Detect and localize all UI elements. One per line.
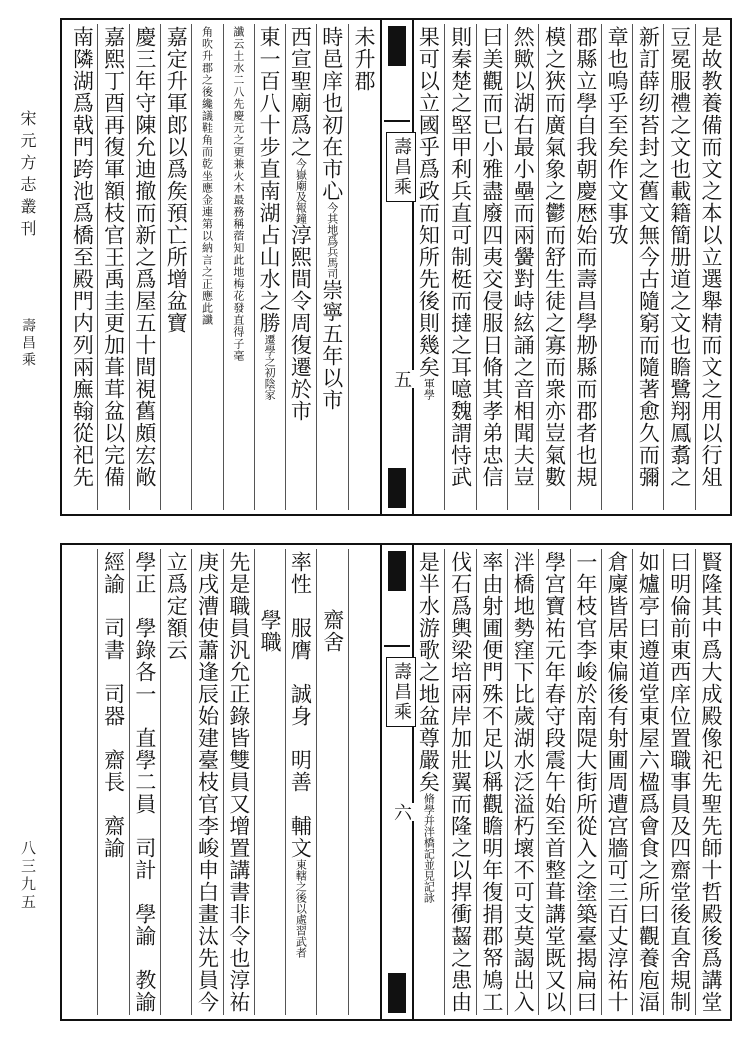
- annotation-note: 言之正應此讖: [200, 254, 214, 326]
- annotation-note: 今其地爲兵馬司: [325, 202, 339, 279]
- text-column: 則秦楚之堅甲利兵直可制梃而撻之耳噫魏謂恃武: [444, 24, 475, 510]
- annotation-note: 東轄之後以處習武者: [294, 859, 308, 958]
- text-run: 西宣聖廟爲之: [288, 26, 313, 158]
- fish-tail-mark-bottom: [388, 468, 406, 508]
- text-column: [413, 24, 444, 510]
- text-column: 慶三年守陳允迪撤而新之爲屋五十間視舊頗宏敞: [129, 24, 160, 510]
- top-right-half: [413, 24, 726, 510]
- text-column: 齋舍: [316, 549, 347, 1015]
- fold-bracket: [384, 120, 410, 132]
- fish-tail-mark-bottom: [388, 973, 406, 1013]
- text-run: 是半水游歌之地盆尊嚴矣: [416, 551, 441, 793]
- text-run: 果可以立國乎爲政而知所先後則幾矣: [416, 26, 441, 378]
- annotation-note: 讖云土水二八先: [231, 26, 245, 110]
- text-column: 如爐亭曰遵道堂東屋六楹爲會食之所曰觀養庖湢: [632, 549, 663, 1015]
- text-column: 賢隆其中爲大成殿像祀先聖先師十哲殿後爲講堂: [695, 549, 726, 1015]
- text-column: 曰明倫前東西庠位置職事員及四齋堂後直舍規制: [663, 549, 694, 1015]
- fold-title: 壽昌乘: [386, 132, 416, 202]
- text-column: 一年枝官李峻於南隄大街所從入之塗築臺揭扁曰: [570, 549, 601, 1015]
- text-column: 嘉熙丁酉再復軍額枝官王禹圭更加葺茸盆以完備: [97, 24, 128, 510]
- text-column: [191, 24, 222, 510]
- center-fold: [380, 20, 414, 514]
- fish-tail-mark-top: [388, 26, 406, 66]
- fold-title: 壽昌乘: [386, 657, 416, 727]
- text-column: 伐石爲輿梁培兩岸加壯翼而隆之以捍衝齧之患由: [444, 549, 475, 1015]
- fish-tail-mark-top: [388, 551, 406, 591]
- text-run: 淳熙間令周復遷於市: [288, 224, 313, 422]
- text-column: 郡縣立學自我朝慶厯始而壽昌學刱縣而郡者也規: [570, 24, 601, 510]
- folio-number: 六: [388, 803, 414, 821]
- text-column: 率由射圃便門殊不足以稱觀瞻明年復捐郡帑鳩工: [476, 549, 507, 1015]
- annotation-note: 脩學并泮橋記並見記詠: [422, 793, 436, 903]
- text-column: 豆冕服禮之文也載籍簡册道之文也瞻鷺翔鳳翥之: [663, 24, 694, 510]
- text-column: [285, 549, 316, 1015]
- text-column: 學宫寶祐元年春守段震午始至首整葺講堂既又以: [538, 549, 569, 1015]
- text-column: 南隣湖爲戟門跨池爲橋至殿門内列兩廡翰從祀先: [70, 26, 95, 488]
- bottom-page: [60, 543, 732, 1021]
- text-column: 曰美觀而已小雅盡廢四夷交侵服日脩其孝弟忠信: [476, 24, 507, 510]
- text-column: 新訂薛纫苔封之舊文無今古隨窮而隨著愈久而彌: [632, 24, 663, 510]
- text-column: 經諭 司書 司器 齋長 齋諭: [97, 549, 128, 1015]
- text-column: 庚戌漕使蕭逢辰始建臺枝官李峻申白畫汰先員今: [191, 549, 222, 1015]
- annotation-note: 應金連第以納: [200, 182, 214, 254]
- text-column: [254, 24, 285, 510]
- annotation-note: 軍學: [422, 378, 436, 400]
- book-title-margin: 壽昌乘: [20, 318, 36, 369]
- text-column: 學正 學錄各一 直學二員 司計 學諭 教諭: [129, 549, 160, 1015]
- series-title: 宋元方志叢刊: [18, 110, 37, 242]
- text-column: 立爲定額云: [160, 549, 191, 1015]
- text-column: [348, 549, 379, 1015]
- bottom-left-half: [66, 549, 379, 1015]
- text-column: [316, 24, 347, 510]
- annotation-note: 角吹升郡之後纔議鞋角而乾坐: [200, 26, 214, 182]
- text-column: 模之狹而廣氣象之鬱而舒生徒之寡而衆亦豈氣數: [538, 24, 569, 510]
- text-run: 崇寧五年以市: [319, 279, 344, 411]
- text-run: 率性 服膺 誠身 明善 輔文: [288, 551, 313, 859]
- fold-bracket: [384, 645, 410, 657]
- text-column: 然歟以湖右最小壘而兩黌對峙絃誦之音相聞夫豈: [507, 24, 538, 510]
- text-column: [223, 24, 254, 510]
- text-column: 泮橋地勢窪下比歲湖水泛溢朽壞不可支莫謁出入: [507, 549, 538, 1015]
- page-number: 八三九五: [19, 840, 37, 912]
- text-column: [66, 549, 97, 1015]
- top-left-half: [66, 24, 379, 510]
- bottom-right-half: [413, 549, 726, 1015]
- text-column: 倉廩皆居東偏後有射圃周遭宫牆可三百丈淳祐十: [601, 549, 632, 1015]
- text-column: [413, 549, 444, 1015]
- annotation-note: 遷學之初陰家: [263, 334, 277, 400]
- text-column: 未升郡: [348, 24, 379, 510]
- folio-number: 五: [388, 370, 414, 388]
- text-column: 嘉定升軍郎以爲矦預亡所增盆寶: [160, 24, 191, 510]
- text-run: 東一百八十步直南湖占山水之勝: [257, 26, 282, 334]
- text-run: 時邑庠也初在市心: [319, 26, 344, 202]
- top-page: [60, 18, 732, 516]
- text-column: 學職: [254, 549, 285, 1015]
- text-column: 是故教養備而文之本以立選舉精而文之用以行俎: [695, 24, 726, 510]
- text-column: [285, 24, 316, 510]
- annotation-note: 今嶽廟及報鐘: [294, 158, 308, 224]
- text-column: 章也嗚乎至矣作文事攷: [601, 24, 632, 510]
- annotation-note: 慶元之更兼火木最務稱蓿知此地梅花發直得子毫: [231, 110, 245, 362]
- text-column: 先是職員汎允正錄皆雙員又增置講書非令也淳祐: [223, 549, 254, 1015]
- center-fold: [380, 545, 414, 1019]
